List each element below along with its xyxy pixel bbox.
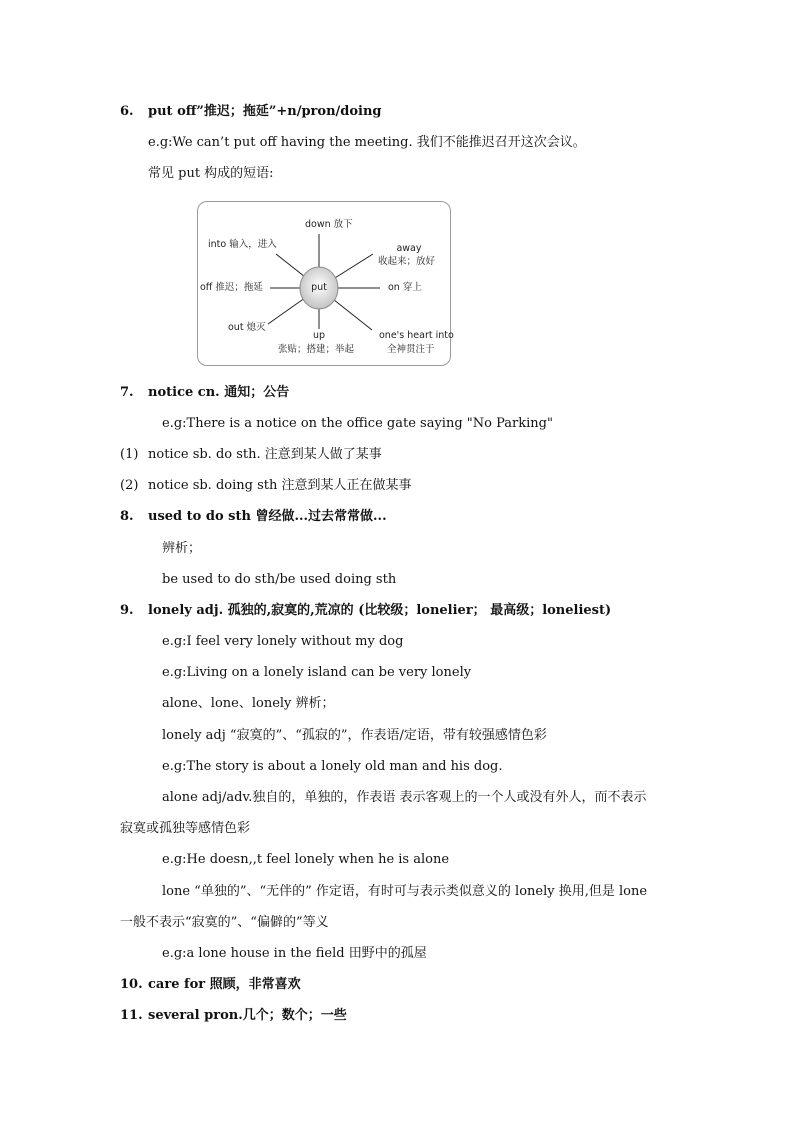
item-heading: care for 照顾，非常喜欢 xyxy=(148,977,301,992)
label-into: into 输入，进入 xyxy=(208,239,277,250)
label-off: off 推迟；拖延 xyxy=(200,282,263,293)
label-away-zh: 收起来；放好 xyxy=(378,256,436,267)
sub-item-number: (2) xyxy=(120,478,139,493)
center-label: put xyxy=(311,282,327,293)
definition-lonely: lonely adj “寂寞的”、“孤寂的”，作表语/定语，带有较强感情色彩 xyxy=(162,728,547,743)
label-up-zh: 张贴；搭建；举起 xyxy=(278,344,355,355)
item-heading: put off”推迟；拖延”+n/pron/doing xyxy=(148,104,382,119)
label-heart-zh: 全神贯注于 xyxy=(387,344,435,355)
item-number: 10. xyxy=(120,977,143,992)
compare-text: be used to do sth/be used doing sth xyxy=(162,572,397,587)
example-sentence: e.g:He doesn,,t feel lonely when he is alone xyxy=(162,852,450,867)
example-sentence: e.g:There is a notice on the office gate saying "No Parking" xyxy=(162,416,553,431)
definition-alone: alone adj/adv.独自的，单独的，作表语 表示客观上的一个人或没有外人，而不表示 xyxy=(162,790,647,805)
label-up-en: up xyxy=(312,330,326,341)
diagram-intro: 常见 put 构成的短语: xyxy=(148,166,274,181)
label-down: down 放下 xyxy=(305,219,353,230)
sub-item-text: notice sb. doing sth 注意到某人正在做某事 xyxy=(148,478,412,493)
definition-lone: lone “单独的”、“无伴的” 作定语，有时可与表示类似意义的 lonely 换用,但是 lone xyxy=(162,884,648,899)
item-heading: used to do sth 曾经做...过去常常做... xyxy=(148,509,387,524)
item-number: 8. xyxy=(120,509,134,524)
example-sentence: e.g:We can’t put off having the meeting. 我们不能推迟召开这次会议。 xyxy=(148,135,586,150)
compare-label: 辨析； xyxy=(162,541,202,556)
definition-alone-cont: 寂寞或孤独等感情色彩 xyxy=(120,821,251,836)
definition-lone-cont: 一般不表示“寂寞的”、“偏僻的”等义 xyxy=(120,915,329,930)
item-heading: lonely adj. 孤独的,寂寞的,荒凉的 (比较级；lonelier； 最高级；loneliest) xyxy=(148,603,612,618)
example-sentence: e.g:I feel very lonely without my dog xyxy=(162,634,404,649)
label-out: out 熄灭 xyxy=(228,322,266,333)
item-heading: notice cn. 通知；公告 xyxy=(148,385,290,400)
example-sentence: e.g:The story is about a lonely old man and his dog. xyxy=(162,759,503,774)
item-number: 9. xyxy=(120,603,134,618)
example-sentence: e.g:Living on a lonely island can be very lonely xyxy=(162,665,472,680)
example-sentence: e.g:a lone house in the field 田野中的孤屋 xyxy=(162,946,427,961)
label-away-en: away xyxy=(396,243,422,254)
label-on: on 穿上 xyxy=(388,282,422,293)
label-heart-en: one's heart into xyxy=(379,330,454,341)
sub-item-number: (1) xyxy=(120,447,139,462)
item-number: 11. xyxy=(120,1008,143,1023)
item-number: 6. xyxy=(120,104,134,119)
item-number: 7. xyxy=(120,385,134,400)
compare-label: alone、lone、lonely 辨析； xyxy=(162,696,335,711)
item-heading: several pron.几个；数个；一些 xyxy=(148,1008,347,1023)
put-phrases-diagram xyxy=(197,201,454,366)
sub-item-text: notice sb. do sth. 注意到某人做了某事 xyxy=(148,447,382,462)
